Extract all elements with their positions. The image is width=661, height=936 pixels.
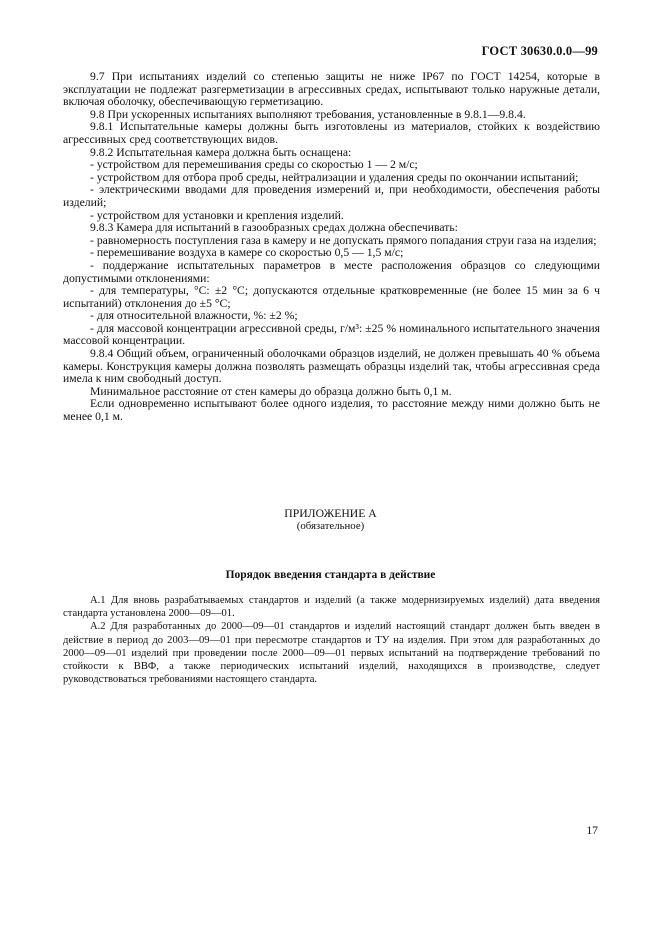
paragraph: 9.8.3 Камера для испытаний в газообразных средах должна обеспечивать: — [90, 221, 458, 235]
list-item: - поддержание испытательных параметров в месте расположения образцов со следующими допустимыми отклонениями: — [63, 258, 600, 285]
paragraph: Если одновременно испытывают более одного изделия, то расстояние между ними должно быть не менее 0,1 м. — [63, 397, 600, 424]
page-number: 17 — [586, 824, 598, 837]
list-item: - для температуры, °С: ±2 °С; допускаются отдельные кратковременные (не более 15 мин за 6 ч испытаний) отклонения до ±5 °С; — [63, 284, 600, 310]
list-item: - равномерность поступления газа в камеру и не допускать прямого попадания струи газа на изделия; — [90, 233, 597, 247]
paragraph: 9.8.2 Испытательная камера должна быть оснащена: — [90, 145, 352, 159]
appendix-heading: Порядок введения стандарта в действие — [225, 569, 436, 581]
list-item: - устройством для установки и крепления изделий. — [90, 208, 344, 222]
appendix-subtitle: (обязательное) — [296, 520, 365, 532]
standard-header: ГОСТ 30630.0.0—99 — [481, 44, 598, 58]
paragraph: Минимальное расстояние от стен камеры до образца должно быть 0,1 м. — [90, 384, 452, 398]
paragraph: 9.8.1 Испытательные камеры должны быть изготовлены из материалов, стойких к воздействию агрессивных сред соответствующих видов. — [63, 120, 600, 146]
list-item: - электрическими вводами для проведения измерений и, при необходимости, обеспечения работы изделий; — [63, 183, 600, 209]
paragraph: А.2 Для разработанных до 2000—09—01 стандартов и изделий настоящий стандарт должен быть введен в действие в период до 2003—09—01 при пересмотре стандартов и ТУ на изделия. При этом для разработанных до 2000—09—01 изделий при проведении после 2000—09—01 первых испытаний на подтверждение требований по стойкости к ВВФ, а также периодических испытаний изделий, находящихся в производстве, следует руководствоваться требованиями настоящего стандарта. — [63, 621, 600, 686]
list-item: - устройством для отбора проб среды, нейтрализации и удаления среды по окончании испытаний; — [90, 170, 579, 184]
section-9-text — [63, 71, 600, 424]
appendix-text — [63, 594, 600, 686]
appendix-title: ПРИЛОЖЕНИЕ А — [284, 507, 377, 520]
list-item: - перемешивание воздуха в камере со скоростью 0,5 — 1,5 м/с; — [90, 246, 404, 260]
paragraph: А.1 Для вновь разрабатываемых стандартов и изделий (а также модернизируемых изделий) дата введения стандарта установлена 2000—09—01. — [63, 595, 600, 620]
list-item: - для массовой концентрации агрессивной среды, г/м³: ±25 % номинального испытательного значения массовой концентрации. — [63, 321, 600, 348]
paragraph: 9.7 При испытаниях изделий со степенью защиты не ниже IP67 по ГОСТ 14254, которые в эксплуатации не подлежат разгерметизации в агрессивных средах, испытывают только наружные детали, включая оболочку, обеспечивающую герметизацию. — [63, 70, 600, 109]
list-item: - для относительной влажности, %: ±2 %; — [90, 309, 298, 323]
list-item: - устройством для перемешивания среды со скоростью 1 — 2 м/с; — [90, 158, 418, 172]
paragraph: 9.8 При ускоренных испытаниях выполняют требования, установленные в 9.8.1—9.8.4. — [90, 107, 526, 121]
paragraph: 9.8.4 Общий объем, ограниченный оболочками образцов изделий, не должен превышать 40 % объема камеры. Конструкция камеры должна позволять размещать образцы изделий так, чтобы агрессивная среда имела к ним свободный доступ. — [63, 347, 600, 386]
